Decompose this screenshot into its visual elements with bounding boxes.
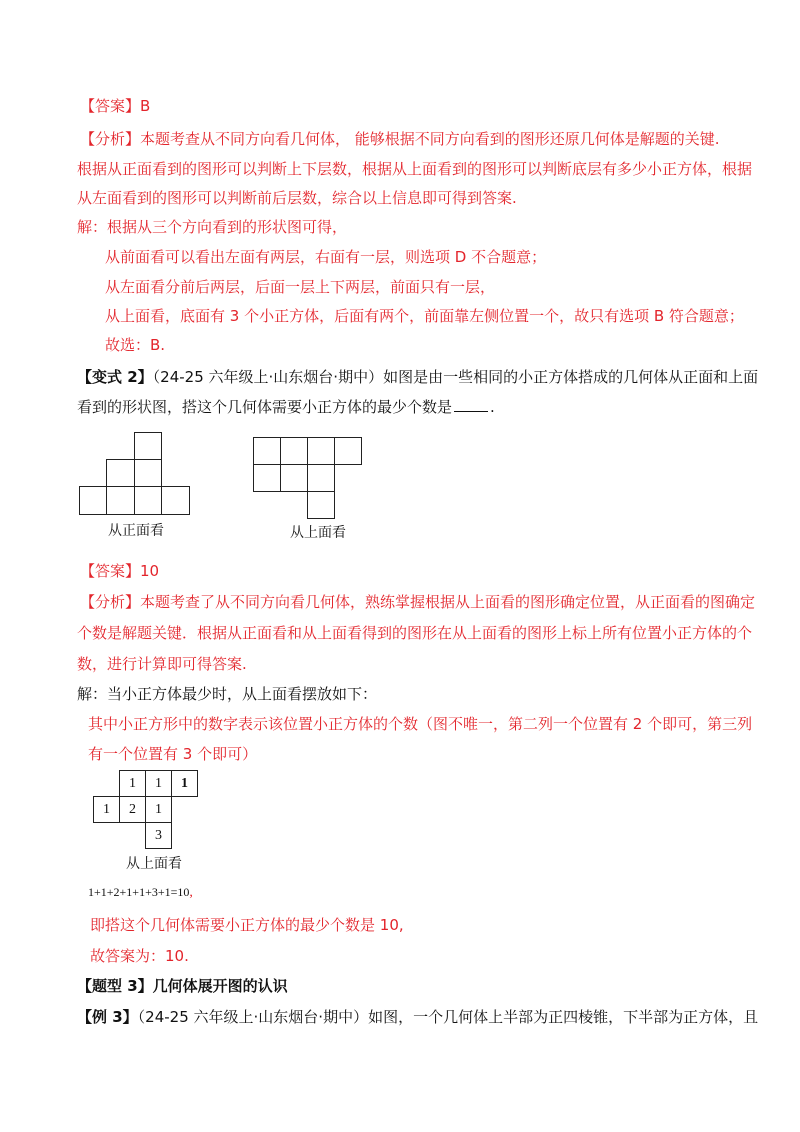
cell-number: 1: [181, 776, 188, 791]
variant-text: 如图是由一些相同的小正方体搭成的几何体从正面和上面: [383, 368, 759, 386]
grid-cell: [119, 796, 146, 823]
solution-text: 根据从三个方向看到的形状图可得，: [107, 218, 348, 236]
answer2-line: [80, 561, 159, 581]
analysis-line-2: 根据从正面看到的图形可以判断上下层数，根据从上面看到的图形可以判断底层有多少小正方体，根据: [77, 160, 753, 178]
example-text: 如图，一个几何体上半部为正四棱锥，下半部为正方体，且: [368, 1008, 759, 1026]
grid-cell: [145, 770, 172, 797]
solution2-label: 解：: [77, 685, 108, 703]
top-view-caption: 从上面看: [290, 525, 346, 541]
grid-cell: [145, 796, 172, 823]
grid-cell: [171, 770, 198, 797]
numbered-top-view: [93, 770, 199, 850]
front-view-caption: 从正面看: [108, 523, 164, 539]
variant-line-2: [77, 397, 495, 417]
variant-source: （24-25 六年级上·山东烟台·期中）: [152, 368, 384, 386]
cell-number: 3: [155, 828, 162, 843]
solution-line-2: 从前面看可以看出左面有两层，右面有一层，则选项 D 不合题意；: [105, 248, 547, 266]
section-label: 【题型 3】: [77, 977, 153, 995]
front-cell: [79, 486, 107, 515]
example-source: （24-25 六年级上·山东烟台·期中）: [137, 1008, 369, 1026]
section-heading: [77, 976, 288, 996]
top-cell: [280, 437, 308, 465]
answer-value: B: [140, 97, 151, 115]
example-line: [77, 1007, 758, 1027]
cell-number: 2: [129, 802, 136, 817]
example-label: 【例 3】: [77, 1008, 138, 1026]
top-cell: [307, 464, 335, 492]
variant-period: .: [490, 398, 495, 416]
analysis2-label: 【分析】: [80, 593, 141, 611]
top-cell: [253, 464, 281, 492]
analysis2-line-2: 个数是解题关键．根据从正面看和从上面看得到的图形在从上面看的图形上标上所有位置小正方体的个: [77, 624, 753, 642]
front-cell: [134, 459, 162, 487]
front-cell: [106, 459, 135, 487]
formula-comma: ,: [189, 885, 193, 900]
front-cell: [134, 432, 162, 460]
solution2-text: 当小正方体最少时，从上面看摆放如下：: [107, 685, 378, 703]
answer-blank: [454, 397, 488, 412]
top-view-figure: [253, 437, 363, 519]
front-cell: [134, 486, 162, 515]
formula: [88, 885, 193, 901]
solution-label: 解：: [77, 218, 108, 236]
conclusion-line-1: 即搭这个几何体需要小正方体的最少个数是 10,: [90, 916, 404, 934]
top-cell: [334, 437, 362, 465]
grid-cell: [119, 770, 146, 797]
formula-text: 1+1+2+1+1+3+1=10: [88, 885, 190, 899]
top-cell: [253, 437, 281, 465]
solution2-line-3: 有一个位置有 3 个即可）: [88, 745, 258, 763]
solution-line-3: 从左面看分前后两层，后面一层上下两层，前面只有一层，: [105, 278, 496, 296]
front-cell: [161, 486, 190, 515]
variant-line-1: [77, 367, 758, 387]
variant-label: 【变式 2】: [77, 368, 153, 386]
solution2-line-2: 其中小正方形中的数字表示该位置小正方体的个数（图不唯一，第二列一个位置有 2 个即可，第三列: [88, 715, 753, 733]
solution2-line-1: [77, 684, 377, 704]
analysis2-line-3: 数，进行计算即可得答案.: [77, 655, 247, 673]
grid-cell: [145, 822, 172, 849]
solution-line-5: 故选：B.: [105, 336, 166, 354]
top-cell: [280, 464, 308, 492]
numbered-grid-caption: 从上面看: [126, 856, 182, 872]
cell-number: 1: [103, 802, 110, 817]
variant-text-2: 看到的形状图，搭这个几何体需要小正方体的最少个数是: [77, 398, 453, 416]
grid-cell: [93, 796, 120, 823]
analysis2-line-1: [80, 592, 755, 612]
solution-line-1: [77, 217, 347, 237]
solution-line-4: 从上面看，底面有 3 个小正方体，后面有两个，前面靠左侧位置一个，故只有选项 B 符合题意；: [105, 307, 744, 325]
section-title: 几何体展开图的认识: [152, 977, 288, 995]
top-cell: [307, 491, 335, 519]
cell-number: 1: [155, 802, 162, 817]
analysis-label: 【分析】: [80, 130, 141, 148]
answer-line: [80, 96, 150, 116]
answer2-label: 【答案】: [80, 562, 141, 580]
front-view-figure: [79, 432, 191, 517]
answer2-value: 10: [140, 562, 160, 580]
top-cell: [307, 437, 335, 465]
analysis-line-3: 从左面看到的图形可以判断前后层数，综合以上信息即可得到答案.: [77, 189, 517, 207]
front-cell: [106, 486, 135, 515]
cell-number: 1: [129, 776, 136, 791]
answer-label: 【答案】: [80, 97, 141, 115]
analysis-text: 本题考查从不同方向看几何体， 能够根据不同方向看到的图形还原几何体是解题的关键.: [140, 130, 720, 148]
cell-number: 1: [155, 776, 162, 791]
conclusion-line-2: 故答案为：10.: [90, 947, 189, 965]
analysis2-text: 本题考查了从不同方向看几何体，熟练掌握根据从上面看的图形确定位置，从正面看的图确定: [140, 593, 756, 611]
analysis-line-1: [80, 129, 720, 149]
